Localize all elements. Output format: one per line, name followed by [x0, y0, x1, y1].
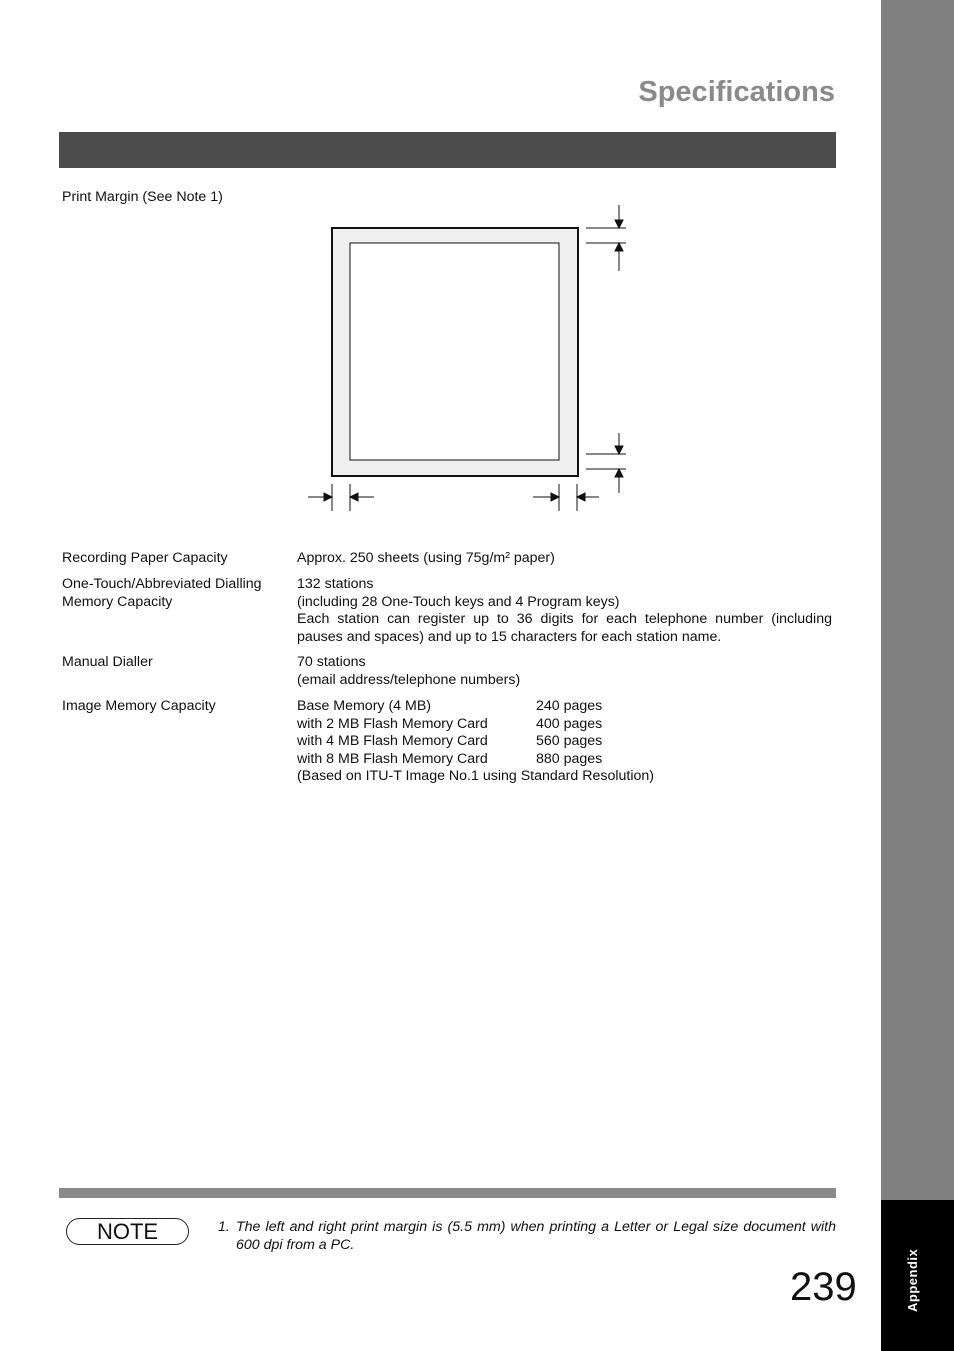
side-tab: [881, 0, 954, 1200]
image-memory-row-pages: 880 pages: [536, 750, 603, 767]
side-tab-label: Appendix: [905, 1248, 920, 1312]
bottom-margin-indicator: [586, 433, 626, 493]
image-memory-label: Image Memory Capacity: [62, 698, 216, 714]
page-title: Specifications: [638, 76, 835, 108]
print-margin-label: Print Margin (See Note 1): [62, 189, 223, 205]
recording-paper-value: Approx. 250 sheets (using 75g/m² paper): [297, 550, 555, 566]
note-number: 1.: [218, 1219, 230, 1235]
note-item: [218, 1218, 836, 1254]
header-bar: [59, 132, 836, 168]
manual-dialler-value-line1: 70 stations: [297, 654, 366, 670]
image-memory-row-name: with 4 MB Flash Memory Card: [297, 733, 488, 749]
print-margin-diagram: [300, 200, 630, 520]
manual-dialler-label: Manual Dialler: [62, 654, 153, 670]
image-memory-row-pages: 240 pages: [536, 698, 603, 714]
image-memory-footnote: (Based on ITU-T Image No.1 using Standard Resolution): [297, 768, 654, 784]
top-margin-indicator: [586, 205, 626, 271]
image-memory-row-name: with 2 MB Flash Memory Card: [297, 715, 488, 732]
one-touch-value-line2: (including 28 One-Touch keys and 4 Program keys): [297, 593, 620, 610]
left-margin-indicator: [308, 484, 374, 511]
recording-paper-label: Recording Paper Capacity: [62, 550, 228, 566]
paper-outline: [332, 228, 578, 476]
one-touch-label-line2: Memory Capacity: [62, 593, 173, 610]
one-touch-label-line1: One-Touch/Abbreviated Dialling: [62, 576, 262, 592]
one-touch-value-line3: Each station can register up to 36 digits for each telephone number (including pauses and spaces) and up to 15 characters for each station name.: [297, 611, 832, 645]
image-memory-row-pages: 560 pages: [536, 733, 603, 749]
one-touch-value-line1: 132 stations: [297, 576, 374, 592]
right-margin-indicator: [533, 484, 599, 511]
note-badge: NOTE: [66, 1218, 189, 1245]
footer-bar: [59, 1188, 836, 1198]
note-text: The left and right print margin is (5.5 mm) when printing a Letter or Legal size document with 600 dpi from a PC.: [236, 1219, 836, 1253]
image-memory-row-name: Base Memory (4 MB): [297, 698, 432, 714]
manual-dialler-value-line2: (email address/telephone numbers): [297, 671, 521, 688]
image-memory-row-name: with 8 MB Flash Memory Card: [297, 750, 488, 767]
image-memory-row-pages: 400 pages: [536, 715, 603, 732]
page-number: 239: [790, 1265, 857, 1309]
